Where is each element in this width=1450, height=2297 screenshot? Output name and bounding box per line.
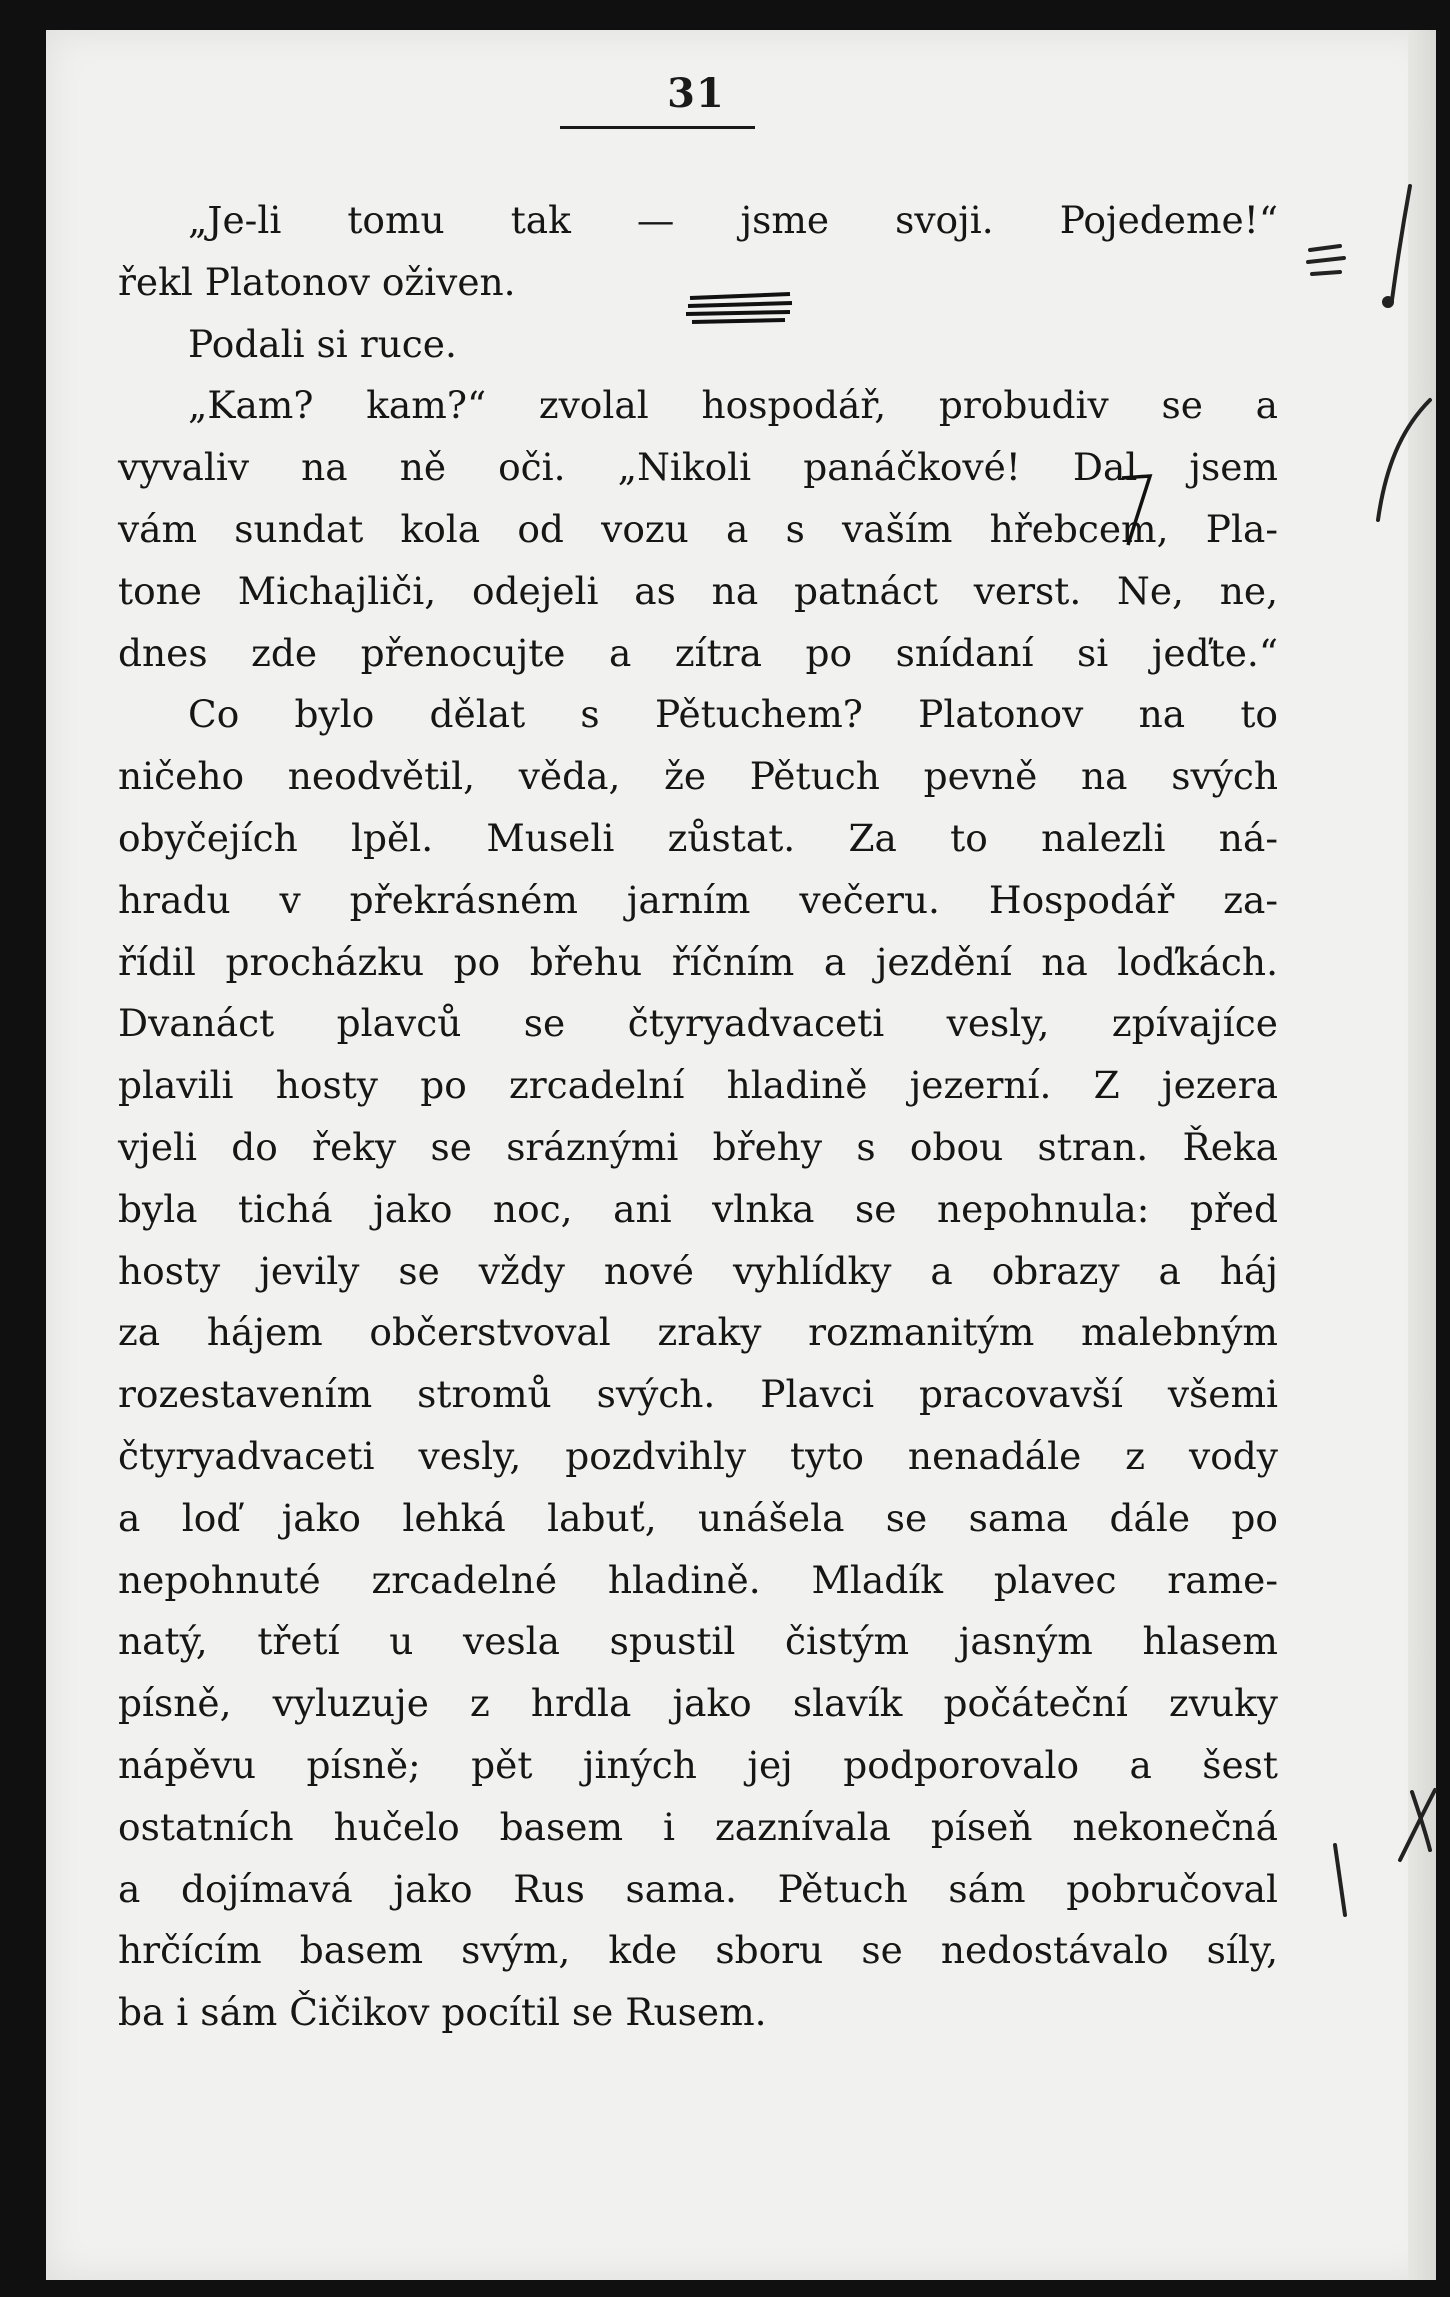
text-line: a loď jako lehká labuť, unášela se sama dále po bbox=[118, 1495, 1278, 1540]
page-number: 31 bbox=[667, 70, 725, 117]
text-line: čtyryadvaceti vesly, pozdvihly tyto nenadále z vody bbox=[118, 1433, 1278, 1478]
text-line: vjeli do řeky se sráznými břehy s obou stran. Řeka bbox=[118, 1124, 1278, 1169]
text-line: hosty jevily se vždy nové vyhlídky a obrazy a háj bbox=[118, 1248, 1278, 1293]
body-text bbox=[118, 190, 1278, 2044]
text-line: byla tichá jako noc, ani vlnka se nepohnula: před bbox=[118, 1186, 1278, 1231]
text-line: nepohnuté zrcadelné hladině. Mladík plavec rame- bbox=[118, 1557, 1278, 1602]
text-line: rozestavením stromů svých. Plavci pracovavší všemi bbox=[118, 1372, 1278, 1417]
text-line: vám sundat kola od vozu a s vaším hřebcem, Pla- bbox=[118, 506, 1278, 551]
text-line: a dojímavá jako Rus sama. Pětuch sám pobručoval bbox=[118, 1866, 1278, 1911]
page-edge bbox=[1408, 30, 1436, 2280]
text-line: za hájem občerstvoval zraky rozmanitým malebným bbox=[118, 1310, 1278, 1355]
text-line: tone Michajliči, odejeli as na patnáct verst. Ne, ne, bbox=[118, 568, 1278, 613]
text-line: Podali si ruce. bbox=[188, 321, 457, 366]
page-number-rule bbox=[560, 126, 755, 129]
text-line: hrčícím basem svým, kde sboru se nedostávalo síly, bbox=[118, 1928, 1278, 1973]
text-line: natý, třetí u vesla spustil čistým jasným hlasem bbox=[118, 1619, 1278, 1664]
text-line: ničeho neodvětil, věda, že Pětuch pevně na svých bbox=[118, 754, 1278, 799]
text-line: obyčejích lpěl. Museli zůstat. Za to nalezli ná- bbox=[118, 815, 1278, 860]
text-line: vyvaliv na ně oči. „Nikoli panáčkové! Dal jsem bbox=[118, 445, 1278, 490]
text-line: ostatních hučelo basem i zaznívala píseň nekonečná bbox=[118, 1804, 1278, 1849]
text-line: „Je-li tomu tak — jsme svoji. Pojedeme!“ bbox=[188, 198, 1278, 242]
text-line: Dvanáct plavců se čtyryadvaceti vesly, zpívajíce bbox=[118, 1001, 1278, 1046]
text-line: hradu v překrásném jarním večeru. Hospodář za- bbox=[118, 877, 1278, 922]
text-line: ba i sám Čičikov pocítil se Rusem. bbox=[118, 1990, 767, 2035]
text-line: řídil procházku po břehu říčním a jezdění na loďkách. bbox=[118, 939, 1278, 984]
text-line: plavili hosty po zrcadelní hladině jezerní. Z jezera bbox=[118, 1063, 1278, 1108]
text-line: nápěvu písně; pět jiných jej podporovalo a šest bbox=[118, 1742, 1278, 1787]
text-line: řekl Platonov oživen. bbox=[118, 259, 516, 304]
text-line: Co bylo dělat s Pětuchem? Platonov na to bbox=[188, 692, 1278, 737]
text-line: „Kam? kam?“ zvolal hospodář, probudiv se a bbox=[188, 383, 1278, 428]
text-line: písně, vyluzuje z hrdla jako slavík počáteční zvuky bbox=[118, 1681, 1278, 1726]
text-line: dnes zde přenocujte a zítra po snídaní si jeďte.“ bbox=[118, 630, 1278, 675]
